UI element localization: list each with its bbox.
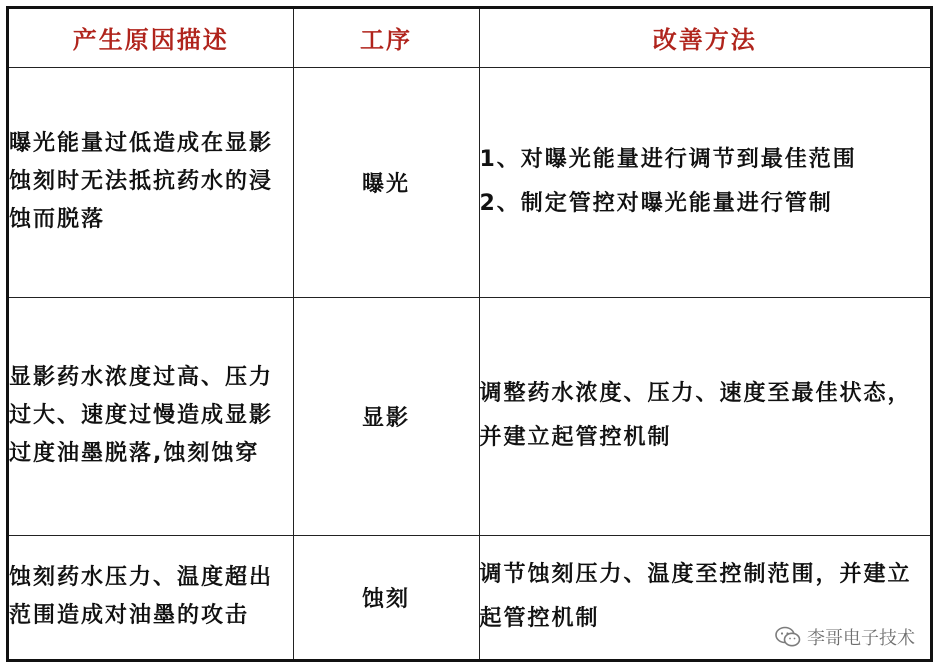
process-cell: 显影 [293, 297, 479, 535]
table-header-row [9, 9, 930, 67]
process-cell: 曝光 [293, 67, 479, 297]
table-row [9, 297, 930, 535]
table-row [9, 535, 930, 659]
cause-cell: 显影药水浓度过高、压力过大、速度过慢造成显影过度油墨脱落,蚀刻蚀穿 [9, 297, 293, 535]
method-cell [479, 67, 930, 297]
process-cell: 蚀刻 [293, 535, 479, 659]
header-cause: 产生原因描述 [9, 9, 293, 67]
cause-cell: 蚀刻药水压力、温度超出范围造成对油墨的攻击 [9, 535, 293, 659]
method-item: 2、制定管控对曝光能量进行管制 [479, 191, 833, 216]
method-item: 调节蚀刻压力、温度至控制范围，并建立起管控机制 [479, 562, 912, 632]
header-process: 工序 [293, 9, 479, 67]
method-cell [479, 535, 930, 659]
watermark-text: 李哥电子技术 [807, 628, 915, 649]
cause-process-table [9, 9, 930, 659]
method-item: 1、对曝光能量进行调节到最佳范围 [479, 147, 857, 172]
method-item: 调整药水浓度、压力、速度至最佳状态，并建立起管控机制 [479, 381, 912, 450]
cause-process-table-frame [6, 6, 933, 662]
header-method: 改善方法 [479, 9, 930, 67]
table-row [9, 67, 930, 297]
method-cell [479, 297, 930, 535]
cause-cell: 曝光能量过低造成在显影蚀刻时无法抵抗药水的浸蚀而脱落 [9, 67, 293, 297]
